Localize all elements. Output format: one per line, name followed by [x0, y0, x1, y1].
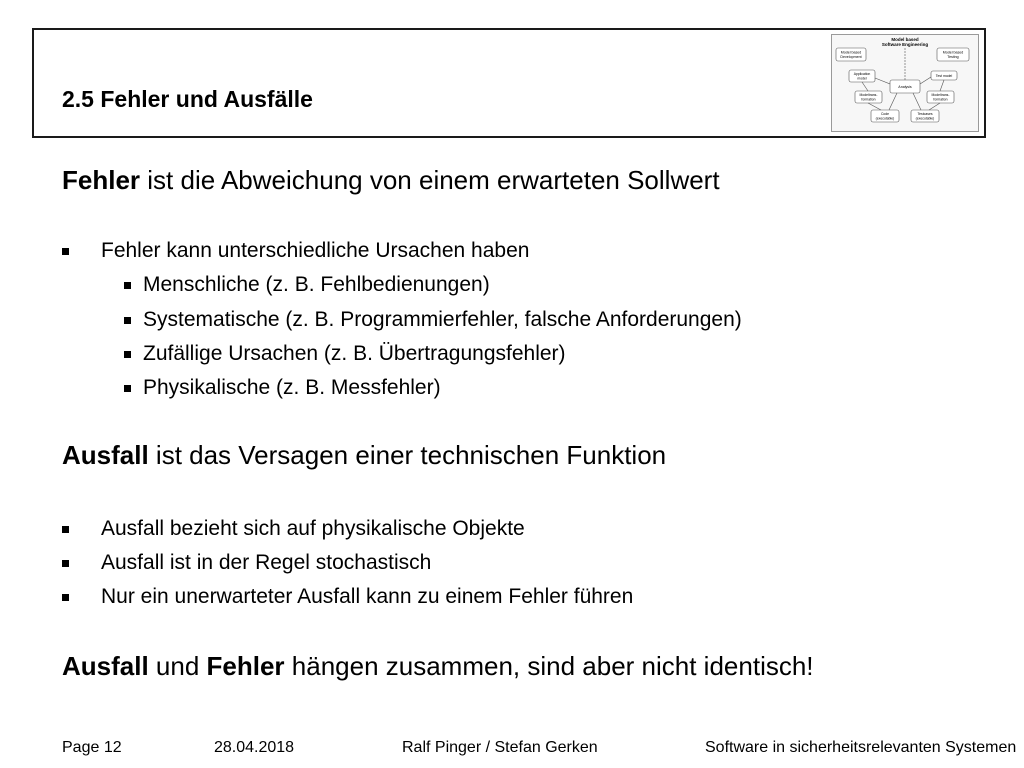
svg-text:Testcases: Testcases — [917, 112, 933, 116]
bullet-square-icon — [62, 248, 69, 255]
footer-authors: Ralf Pinger / Stefan Gerken — [402, 739, 598, 756]
bullet-square-icon — [124, 317, 131, 324]
svg-text:Test model: Test model — [935, 74, 953, 78]
svg-text:formation: formation — [933, 97, 948, 102]
mbse-diagram — [831, 34, 979, 132]
svg-text:Code: Code — [880, 112, 890, 116]
svg-text:Development: Development — [840, 55, 862, 59]
svg-text:Testing: Testing — [947, 55, 959, 59]
svg-text:(executable): (executable) — [875, 116, 895, 121]
svg-text:Model based: Model based — [942, 50, 964, 55]
section-title: 2.5 Fehler und Ausfälle — [62, 86, 313, 112]
diagram-title-line2: Software Engineering — [881, 42, 929, 47]
bullet-square-icon — [62, 526, 69, 533]
heading-ausfall: Ausfall ist das Versagen einer technischen Funktion — [62, 440, 667, 470]
svg-text:Analysis: Analysis — [898, 85, 912, 89]
svg-text:formation: formation — [861, 97, 876, 102]
node-modeltransformation-left — [855, 91, 882, 103]
node-application-model — [849, 70, 875, 82]
footer-date: 28.04.2018 — [214, 739, 295, 756]
node-test-model — [931, 71, 957, 80]
bullet-square-icon — [62, 560, 69, 567]
bullet-square-icon — [124, 385, 131, 392]
bullet-square-icon — [124, 282, 131, 289]
node-code — [871, 110, 899, 122]
node-analysis — [890, 80, 920, 93]
footer-page-number: Page 12 — [62, 739, 122, 756]
heading-fehler: Fehler ist die Abweichung von einem erwarteten Sollwert — [62, 165, 720, 195]
svg-text:(executable): (executable) — [915, 116, 935, 121]
svg-text:model: model — [857, 76, 867, 81]
svg-text:Modeltrans-: Modeltrans- — [859, 93, 878, 97]
node-mbt — [937, 48, 969, 61]
heading-conclusion: Ausfall und Fehler hängen zusammen, sind aber nicht identisch! — [62, 651, 814, 681]
svg-text:Application: Application — [853, 72, 871, 76]
bullet-square-icon — [124, 351, 131, 358]
svg-text:Model based: Model based — [840, 50, 862, 55]
node-modeltransformation-right — [927, 91, 954, 103]
node-mbd — [836, 48, 866, 61]
svg-text:Modeltrans-: Modeltrans- — [931, 93, 950, 97]
node-testcases — [911, 110, 939, 122]
footer-course: Software in sicherheitsrelevanten Systemen — [705, 739, 1017, 756]
diagram-title-line1: Model based — [891, 37, 919, 42]
bullet-square-icon — [62, 594, 69, 601]
